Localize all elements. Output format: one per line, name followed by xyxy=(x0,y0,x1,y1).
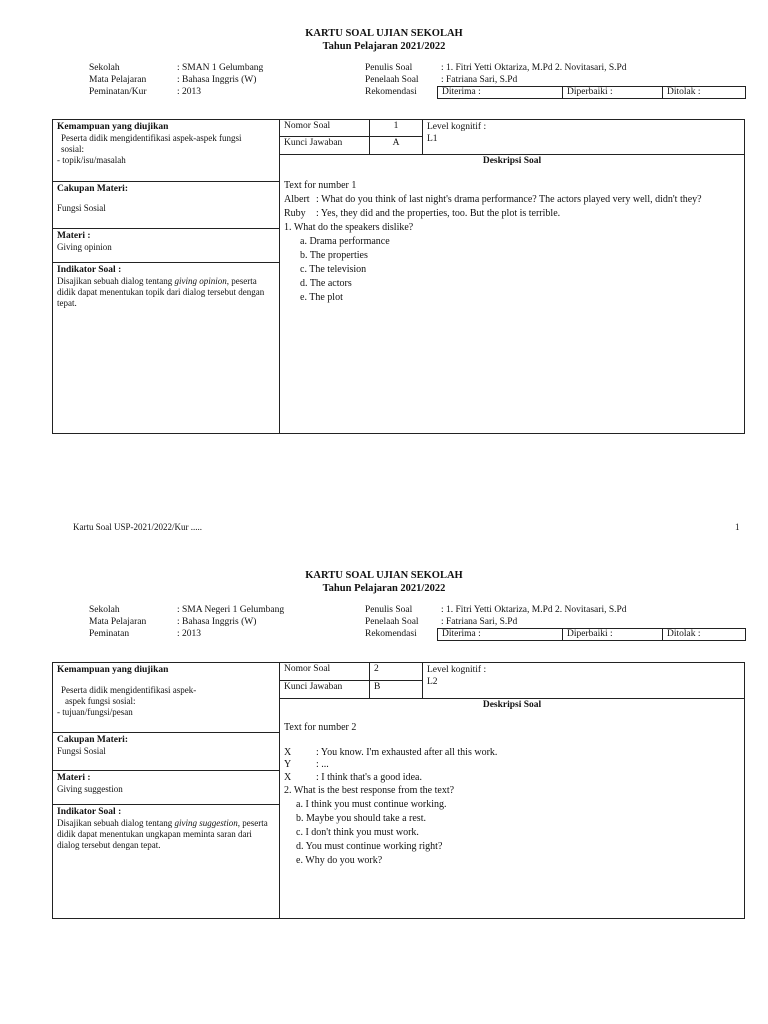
kemampuan-heading: Kemampuan yang diujikan xyxy=(57,665,169,675)
kemampuan-line: - topik/isu/masalah xyxy=(57,155,126,165)
reco-diterima: Diterima : xyxy=(442,87,481,97)
indikator-heading: Indikator Soal : xyxy=(57,807,122,817)
materi-heading: Materi : xyxy=(57,231,91,241)
info-value: : Bahasa Inggris (W) xyxy=(177,75,257,85)
card-subtitle: Tahun Pelajaran 2021/2022 xyxy=(322,583,446,594)
option-c: c. The television xyxy=(300,264,367,275)
info-value: : Fatriana Sari, S.Pd xyxy=(441,617,518,627)
info-value: : 1. Fitri Yetti Oktariza, M.Pd 2. Novitasari, S.Pd xyxy=(441,605,627,615)
option-e: e. Why do you work? xyxy=(296,855,383,866)
text-title: Text for number 2 xyxy=(284,722,357,733)
indikator-emphasis: giving opinion xyxy=(174,276,227,286)
cakupan-value: Fungsi Sosial xyxy=(57,203,106,213)
indikator-post: , peserta didik dapat menentukan topik dari dialog tersebut dengan tepat. xyxy=(57,276,265,308)
card-title: KARTU SOAL UJIAN SEKOLAH xyxy=(305,570,463,581)
option-d: d. The actors xyxy=(300,278,352,289)
level-label: Level kognitif : xyxy=(427,665,487,675)
rekomendasi-box xyxy=(437,86,746,99)
level-value: L1 xyxy=(427,134,438,144)
kemampuan-line: - tujuan/fungsi/pesan xyxy=(57,707,133,717)
info-value: : SMA Negeri 1 Gelumbang xyxy=(177,605,285,615)
cakupan-section xyxy=(53,182,279,229)
page-number: 1 xyxy=(735,522,740,532)
dialog-text: : I think that's a good idea. xyxy=(316,772,422,783)
left-column xyxy=(53,663,280,918)
kemampuan-section xyxy=(53,663,279,733)
kemampuan-line: Peserta didik mengidentifikasi aspek- xyxy=(61,685,197,695)
option-a: a. I think you must continue working. xyxy=(296,799,447,810)
kemampuan-section xyxy=(53,120,279,182)
footer-text: Kartu Soal USP-2021/2022/Kur ..... xyxy=(73,522,202,532)
kunci-label: Kunci Jawaban xyxy=(280,137,370,155)
kunci-value: A xyxy=(370,137,423,155)
level-label: Level kognitif : xyxy=(427,122,487,132)
card-table xyxy=(52,662,745,919)
option-c: c. I don't think you must work. xyxy=(296,827,419,838)
info-value: : Bahasa Inggris (W) xyxy=(177,617,257,627)
info-label: Rekomendasi xyxy=(365,87,417,97)
info-label: Penelaah Soal xyxy=(365,617,419,627)
options-list xyxy=(284,798,744,868)
dialog-text: : Yes, they did and the properties, too. But the plot is terrible. xyxy=(316,208,561,219)
kunci-label: Kunci Jawaban xyxy=(280,681,370,699)
indikator-heading: Indikator Soal : xyxy=(57,265,122,275)
speaker: Albert xyxy=(284,194,310,205)
dialog-line xyxy=(284,207,744,221)
indikator-section xyxy=(53,263,279,311)
dialog-text: : ... xyxy=(316,759,329,770)
right-column xyxy=(280,663,744,918)
materi-heading: Materi : xyxy=(57,773,91,783)
info-value: : 1. Fitri Yetti Oktariza, M.Pd 2. Novitasari, S.Pd xyxy=(441,63,627,73)
reco-diperbaiki: Diperbaiki : xyxy=(562,87,662,98)
materi-section xyxy=(53,229,279,263)
rekomendasi-box xyxy=(437,628,746,641)
cakupan-heading: Cakupan Materi: xyxy=(57,735,128,745)
info-value: : 2013 xyxy=(177,629,202,639)
cakupan-heading: Cakupan Materi: xyxy=(57,184,128,194)
cakupan-value: Fungsi Sosial xyxy=(57,746,106,756)
question-stem: 2. What is the best response from the text? xyxy=(284,785,455,796)
materi-value: Giving suggestion xyxy=(57,784,123,794)
kemampuan-line: Peserta didik mengidentifikasi aspek-aspek fungsi xyxy=(61,133,242,143)
card-subtitle: Tahun Pelajaran 2021/2022 xyxy=(322,41,446,52)
dialog-line xyxy=(284,771,744,784)
dialog-line xyxy=(284,193,744,207)
info-label: Peminatan/Kur xyxy=(89,87,147,97)
option-e: e. The plot xyxy=(300,292,343,303)
text-title: Text for number 1 xyxy=(284,180,357,191)
info-label: Penelaah Soal xyxy=(365,75,419,85)
reco-diperbaiki: Diperbaiki : xyxy=(562,629,662,640)
indikator-emphasis: giving suggestion xyxy=(174,818,238,828)
deskripsi-heading: Deskripsi Soal xyxy=(482,700,542,710)
info-label: Penulis Soal xyxy=(365,605,413,615)
info-label: Sekolah xyxy=(89,605,120,615)
info-left xyxy=(89,62,263,98)
speaker: X xyxy=(284,747,292,758)
nomor-label: Nomor Soal xyxy=(280,663,370,681)
options-list xyxy=(284,235,744,305)
kunci-value: B xyxy=(370,681,423,699)
indikator-post: , peserta didik dapat menentukan ungkapan meminta saran dari dialog tersebut dengan tepat. xyxy=(57,818,268,850)
info-value: : Fatriana Sari, S.Pd xyxy=(441,75,518,85)
indikator-text xyxy=(57,276,275,309)
question-body xyxy=(280,721,744,868)
info-label: Mata Pelajaran xyxy=(89,617,147,627)
speaker: X xyxy=(284,772,292,783)
dialog-text: : You know. I'm exhausted after all this work. xyxy=(316,747,498,758)
dialog-line xyxy=(284,747,744,759)
question-body xyxy=(280,179,744,305)
indikator-section xyxy=(53,805,279,853)
nomor-label: Nomor Soal xyxy=(280,120,370,137)
reco-ditolak: Ditolak : xyxy=(662,629,745,640)
indikator-pre: Disajikan sebuah dialog tentang xyxy=(57,276,175,286)
dialog-text: : What do you think of last night's drama performance? The actors played very well, didn't they? xyxy=(316,194,702,205)
info-label: Rekomendasi xyxy=(365,629,417,639)
materi-section xyxy=(53,771,279,805)
dialog-line xyxy=(284,759,744,771)
speaker: Ruby xyxy=(284,208,306,219)
reco-ditolak: Ditolak : xyxy=(662,87,745,98)
info-value: : 2013 xyxy=(177,87,202,97)
cakupan-section xyxy=(53,733,279,771)
option-b: b. Maybe you should take a rest. xyxy=(296,813,426,824)
level-value: L2 xyxy=(427,677,438,687)
level-cell xyxy=(423,120,744,155)
kemampuan-line: aspek fungsi sosial: xyxy=(65,696,136,706)
info-label: Sekolah xyxy=(89,63,120,73)
kemampuan-line: sosial: xyxy=(61,144,85,154)
info-label: Mata Pelajaran xyxy=(89,75,147,85)
info-label: Penulis Soal xyxy=(365,63,413,73)
card-table xyxy=(52,119,745,434)
nomor-value: 1 xyxy=(370,120,423,137)
materi-value: Giving opinion xyxy=(57,242,112,252)
right-column xyxy=(280,120,744,433)
nomor-value: 2 xyxy=(370,663,423,681)
question-stem: 1. What do the speakers dislike? xyxy=(284,222,414,233)
kemampuan-heading: Kemampuan yang diujikan xyxy=(57,122,169,132)
option-d: d. You must continue working right? xyxy=(296,841,443,852)
left-column xyxy=(53,120,280,433)
option-b: b. The properties xyxy=(300,250,368,261)
info-left xyxy=(89,604,284,640)
option-a: a. Drama performance xyxy=(300,236,390,247)
info-label: Peminatan xyxy=(89,629,130,639)
card-title: KARTU SOAL UJIAN SEKOLAH xyxy=(305,28,463,39)
indikator-pre: Disajikan sebuah dialog tentang xyxy=(57,818,175,828)
deskripsi-heading: Deskripsi Soal xyxy=(482,156,542,166)
level-cell xyxy=(423,663,744,699)
info-value: : SMAN 1 Gelumbang xyxy=(177,63,264,73)
indikator-text xyxy=(57,818,275,851)
speaker: Y xyxy=(284,759,292,770)
reco-diterima: Diterima : xyxy=(442,629,481,639)
